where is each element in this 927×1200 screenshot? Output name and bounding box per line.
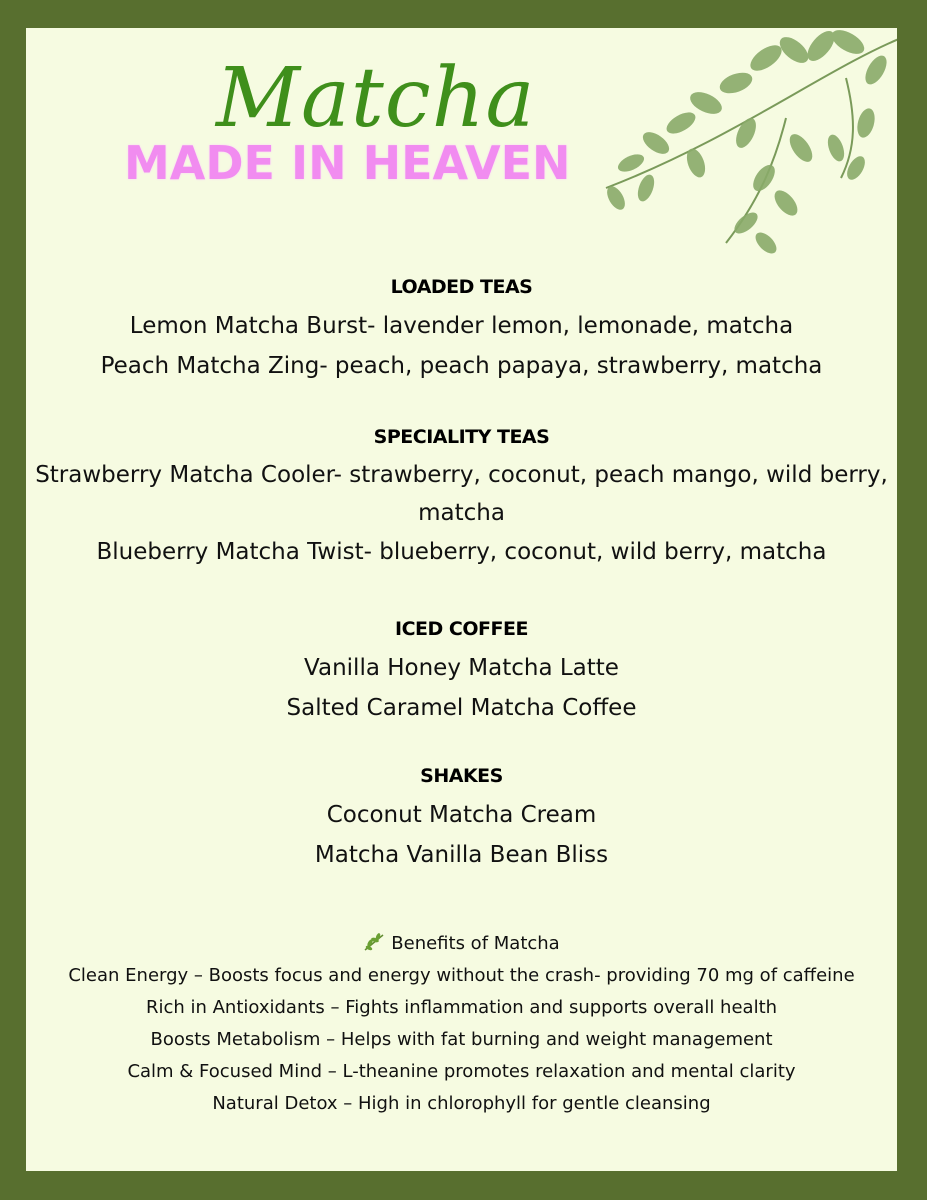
herb-sprig-icon [363, 932, 385, 952]
section-title: LOADED TEAS [390, 276, 533, 298]
benefit-item: Boosts Metabolism – Helps with fat burning and weight management [150, 1029, 773, 1050]
leaf-branch-decoration [586, 28, 897, 268]
menu-item: Vanilla Honey Matcha Latte [304, 655, 619, 681]
title-made-in-heaven: MADE IN HEAVEN [124, 136, 571, 190]
menu-item: Blueberry Matcha Twist- blueberry, coconut, wild berry, matcha [96, 539, 827, 565]
benefits-heading [26, 928, 897, 960]
menu-page [26, 28, 897, 1171]
benefit-item: Natural Detox – High in chlorophyll for gentle cleansing [212, 1093, 711, 1114]
benefits-title: Benefits of Matcha [391, 933, 560, 954]
menu-item: Lemon Matcha Burst- lavender lemon, lemonade, matcha [129, 313, 794, 339]
title-matcha: Matcha [216, 51, 536, 146]
section-shakes [26, 765, 897, 875]
section-title: SHAKES [420, 765, 503, 787]
menu-item: Peach Matcha Zing- peach, peach papaya, strawberry, matcha [100, 353, 823, 379]
section-iced-coffee [26, 618, 897, 728]
menu-item: Coconut Matcha Cream [326, 802, 597, 828]
section-loaded-teas [26, 276, 897, 386]
menu-item: Strawberry Matcha Cooler- strawberry, coconut, peach mango, wild berry, matcha [35, 462, 888, 526]
section-speciality-teas [26, 426, 897, 572]
section-title: SPECIALITY TEAS [373, 426, 550, 448]
benefit-item: Clean Energy – Boosts focus and energy without the crash- providing 70 mg of caffeine [68, 965, 855, 986]
benefit-item: Rich in Antioxidants – Fights inflammation and supports overall health [145, 997, 778, 1018]
section-title: ICED COFFEE [395, 618, 528, 640]
benefit-item: Calm & Focused Mind – L-theanine promotes relaxation and mental clarity [127, 1061, 796, 1082]
menu-item: Salted Caramel Matcha Coffee [286, 695, 637, 721]
menu-item: Matcha Vanilla Bean Bliss [314, 842, 609, 868]
benefits-section [26, 928, 897, 1120]
